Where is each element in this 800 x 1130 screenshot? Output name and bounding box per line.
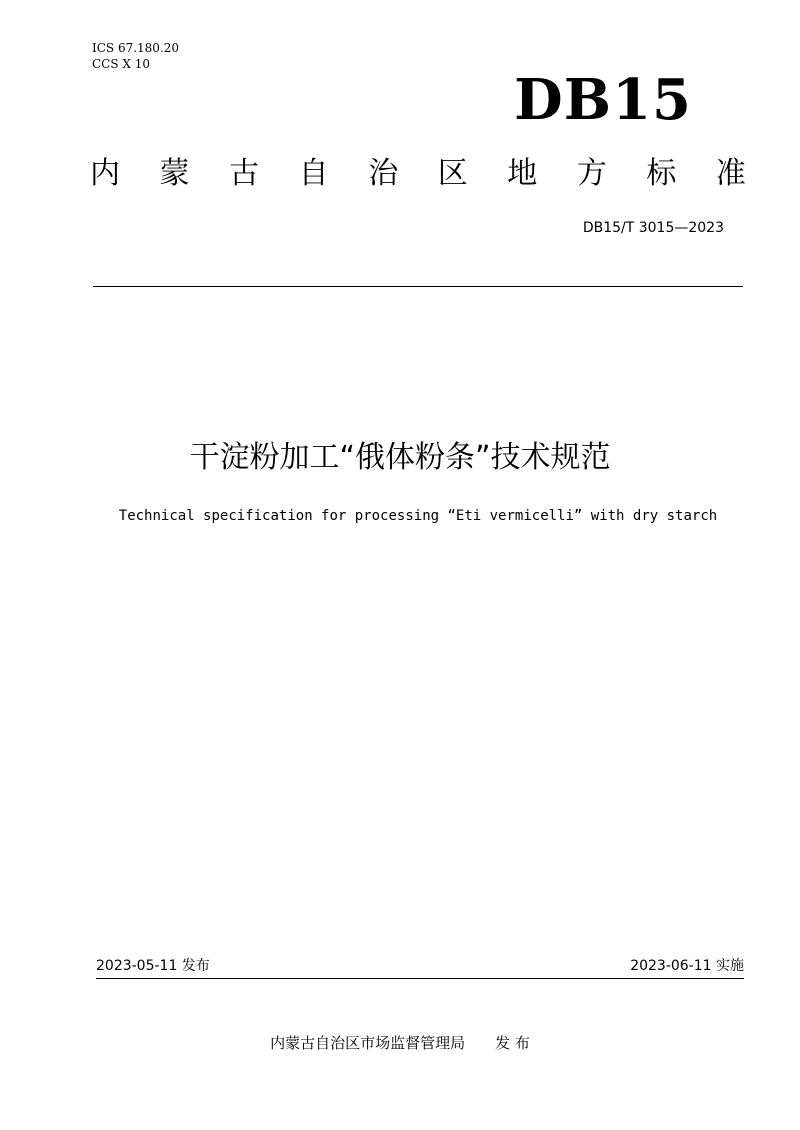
standard-number: DB15/T 3015—2023 <box>582 220 724 236</box>
standard-type-char: 方 <box>576 156 607 191</box>
publisher-line <box>0 1032 800 1054</box>
ccs-code: CCS X 10 <box>92 57 151 71</box>
document-title-en: Technical specification for processing “Eti vermicelli” with dry starch <box>118 508 718 524</box>
standard-type-char: 标 <box>646 156 677 191</box>
standard-type-char: 蒙 <box>159 156 190 191</box>
standard-type-char: 治 <box>368 156 399 191</box>
publisher-name: 内蒙古自治区市场监督管理局 <box>270 1034 466 1052</box>
implementation-date: 2023-06-11 实施 <box>630 958 744 974</box>
ics-code: ICS 67.180.20 <box>92 41 180 55</box>
db15-logo: DB15 <box>514 67 692 133</box>
bottom-divider <box>96 978 744 979</box>
standard-type-char: 准 <box>715 156 746 191</box>
standard-type-char: 内 <box>90 156 120 191</box>
standard-type-title <box>90 154 746 194</box>
standard-type-char: 地 <box>507 156 538 191</box>
document-title-cn: 干淀粉加工“俄体粉条”技术规范 <box>189 440 611 475</box>
standard-type-char: 自 <box>298 156 329 191</box>
classification-codes <box>92 40 179 72</box>
top-divider <box>93 286 743 287</box>
issue-date: 2023-05-11 发布 <box>96 958 210 974</box>
standard-type-char: 古 <box>229 156 260 191</box>
standard-type-char: 区 <box>437 156 468 191</box>
publish-action: 发 布 <box>495 1034 530 1052</box>
